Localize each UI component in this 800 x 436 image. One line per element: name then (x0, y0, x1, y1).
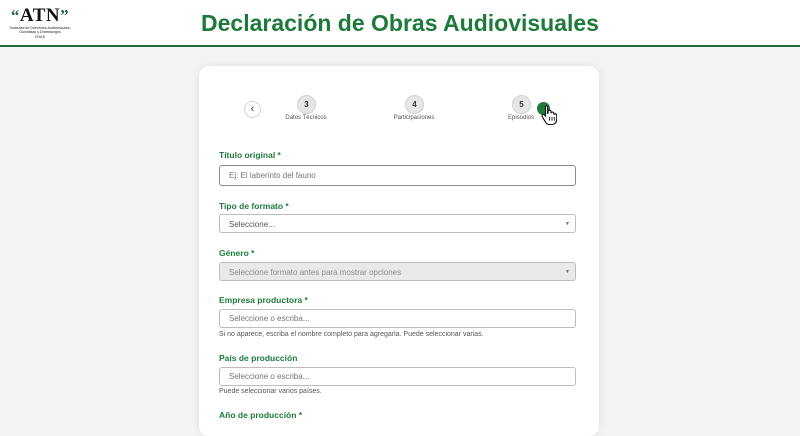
chevron-down-icon: ▼ (565, 221, 570, 227)
stepper-back-button[interactable] (244, 101, 261, 118)
genero-label: Género * (219, 248, 255, 258)
step-label: Episodios (507, 115, 534, 121)
form-card (199, 66, 599, 436)
app-header (0, 0, 800, 47)
step-label: Datos Técnicos (285, 115, 327, 121)
chevron-down-icon: ▼ (565, 269, 570, 275)
tipo-formato-select[interactable] (219, 214, 576, 233)
genero-select[interactable] (219, 262, 576, 281)
titulo-original-label: Título original * (219, 150, 281, 160)
tipo-formato-label: Tipo de formato * (219, 201, 289, 211)
pais-produccion-label: País de producción (219, 353, 298, 363)
tipo-formato-value: Seleccione... (229, 220, 275, 229)
empresa-productora-label: Empresa productora * (219, 295, 308, 305)
step-number: 3 (297, 95, 316, 114)
chevron-left-icon: ‹ (250, 103, 255, 115)
anio-produccion-label: Año de producción * (219, 410, 303, 420)
empresa-productora-help: Si no aparece, escriba el nombre completo para agregarla. Puede seleccionar varias. (219, 331, 484, 338)
pais-produccion-input[interactable] (219, 367, 576, 386)
pais-produccion-help: Puede seleccionar varios países. (219, 388, 322, 395)
genero-value: Seleccione formato antes para mostrar opciones (229, 268, 402, 277)
page-title: Declaración de Obras Audiovisuales (201, 10, 599, 36)
step-label: Participaciones (393, 115, 435, 121)
step-number: 5 (512, 95, 531, 114)
empresa-productora-input[interactable] (219, 309, 576, 328)
titulo-original-input[interactable] (219, 165, 576, 186)
hand-cursor-icon (541, 104, 557, 126)
logo-subtitle: Sociedad de Directores Audiovisuales, Guionistas y Dramaturgos CHILE (9, 26, 71, 39)
step-number: 4 (405, 95, 424, 114)
logo-mark: “ATN” (10, 5, 70, 26)
